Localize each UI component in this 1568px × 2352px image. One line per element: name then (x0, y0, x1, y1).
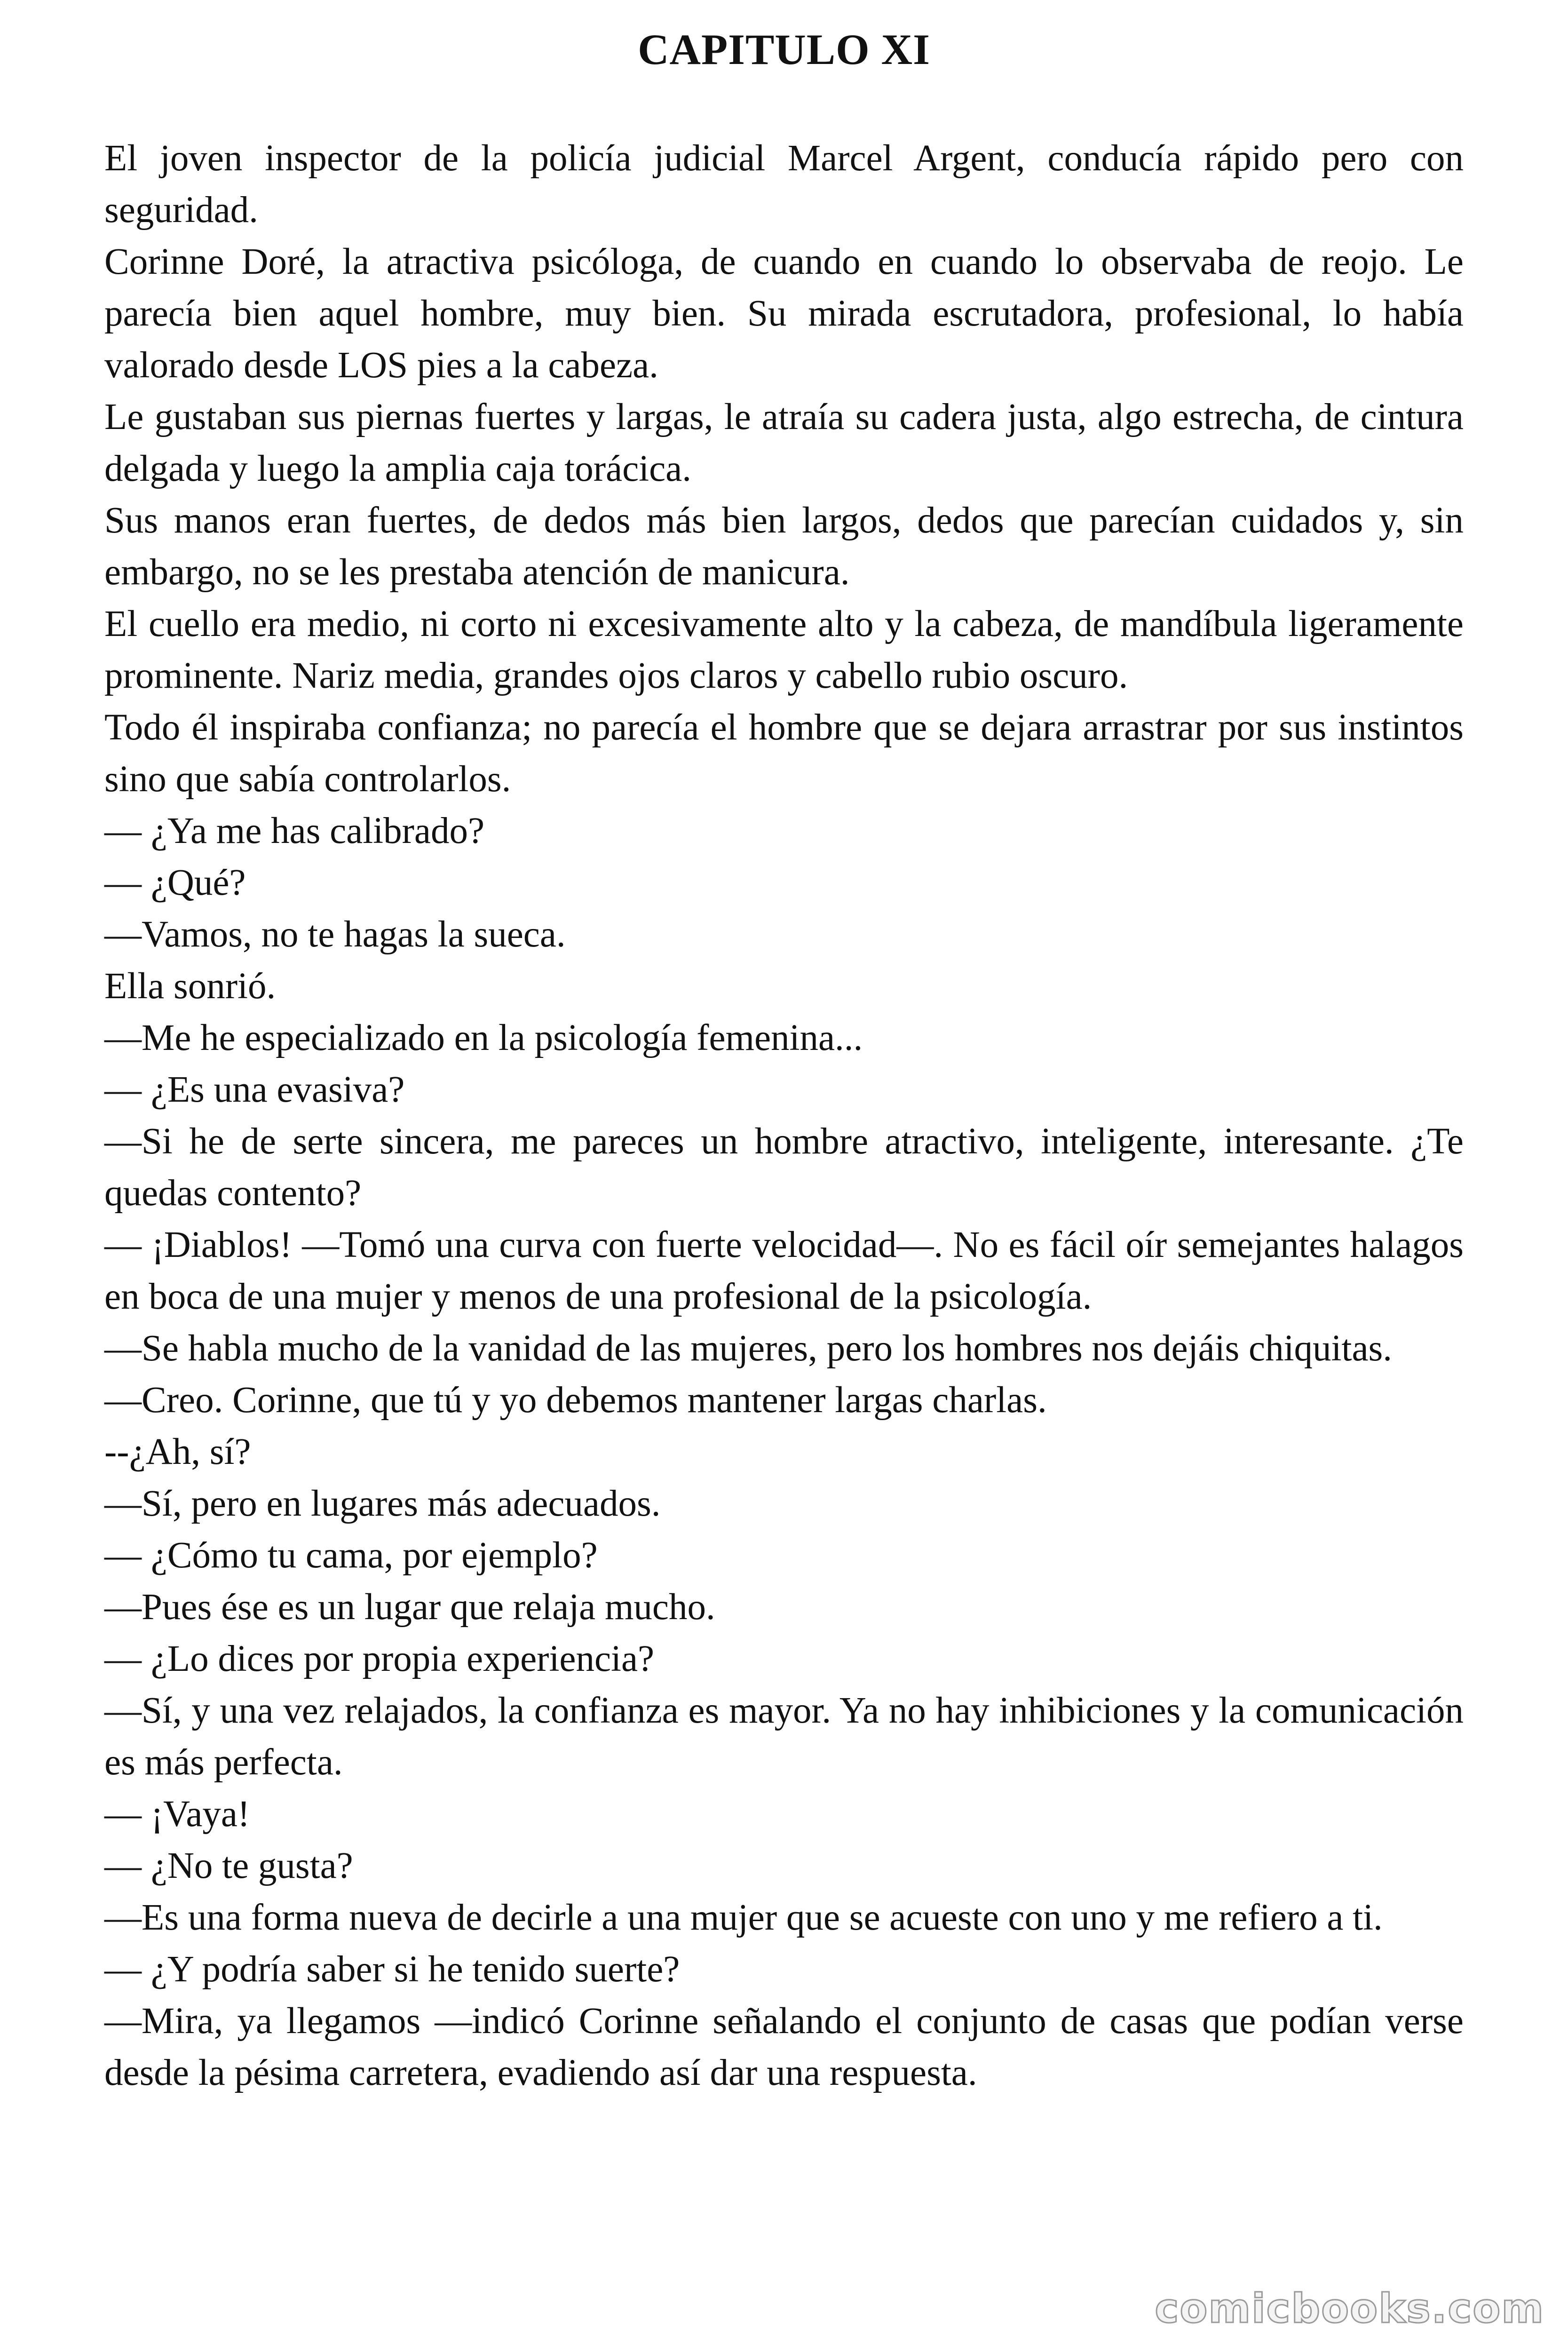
dialogue-line: —Sí, pero en lugares más adecuados. (104, 1483, 661, 1524)
watermark-logo: comicbooks.com (1155, 2285, 1544, 2332)
paragraph: Le gustaban sus piernas fuertes y largas, le atraía su cadera justa, algo estrecha, de cintura delgada y luego la amplia caja torácica. (104, 397, 1464, 489)
dialogue-line: — ¿Es una evasiva? (104, 1069, 405, 1110)
dialogue-line: — ¿No te gusta? (104, 1845, 353, 1886)
dialogue-line: — ¿Ya me has calibrado? (104, 810, 485, 851)
dialogue-line: — ¿Y podría saber si he tenido suerte? (104, 1949, 680, 1990)
paragraph: Ella sonrió. (104, 966, 276, 1007)
dialogue-line: — ¡Diablos! —Tomó una curva con fuerte velocidad—. No es fácil oír semejantes halagos en boca de una mujer y menos de una profesional de la psicología. (104, 1224, 1464, 1317)
dialogue-line: — ¡Vaya! (104, 1794, 250, 1835)
dialogue-line: —Creo. Corinne, que tú y yo debemos mantener largas charlas. (104, 1380, 1047, 1421)
dialogue-line: —Mira, ya llegamos —indicó Corinne señalando el conjunto de casas que podían verse desde la pésima carretera, evadiendo así dar una respuesta. (104, 2001, 1464, 2093)
dialogue-line: — ¿Cómo tu cama, por ejemplo? (104, 1535, 598, 1576)
dialogue-line: —Sí, y una vez relajados, la confianza es mayor. Ya no hay inhibiciones y la comunicación es más perfecta. (104, 1690, 1464, 1783)
dialogue-line: —Vamos, no te hagas la sueca. (104, 914, 566, 955)
dialogue-line: — ¿Lo dices por propia experiencia? (104, 1638, 655, 1679)
chapter-body (104, 133, 1464, 2099)
dialogue-line: —Si he de serte sincera, me pareces un hombre atractivo, inteligente, interesante. ¿Te quedas contento? (104, 1121, 1464, 1214)
dialogue-line: —Es una forma nueva de decirle a una mujer que se acueste con uno y me refiero a ti. (104, 1897, 1383, 1938)
dialogue-line: — ¿Qué? (104, 862, 246, 903)
paragraph: Sus manos eran fuertes, de dedos más bien largos, dedos que parecían cuidados y, sin embargo, no se les prestaba atención de manicura. (104, 500, 1464, 593)
paragraph: El cuello era medio, ni corto ni excesivamente alto y la cabeza, de mandíbula ligeramente prominente. Nariz media, grandes ojos claros y cabello rubio oscuro. (104, 604, 1464, 696)
paragraph: Corinne Doré, la atractiva psicóloga, de cuando en cuando lo observaba de reojo. Le parecía bien aquel hombre, muy bien. Su mirada escrutadora, profesional, lo había valorado desde LOS pies a la cabeza. (104, 241, 1464, 386)
dialogue-line: —Se habla mucho de la vanidad de las mujeres, pero los hombres nos dejáis chiquitas. (104, 1328, 1392, 1369)
paragraph: Todo él inspiraba confianza; no parecía el hombre que se dejara arrastrar por sus instintos sino que sabía controlarlos. (104, 707, 1464, 800)
dialogue-line: —Pues ése es un lugar que relaja mucho. (104, 1587, 715, 1628)
chapter-title: CAPITULO XI (638, 25, 930, 73)
paragraph: El joven inspector de la policía judicial Marcel Argent, conducía rápido pero con seguridad. (104, 138, 1464, 230)
dialogue-line: —Me he especializado en la psicología femenina... (104, 1017, 863, 1058)
dialogue-line: --¿Ah, sí? (104, 1431, 251, 1472)
